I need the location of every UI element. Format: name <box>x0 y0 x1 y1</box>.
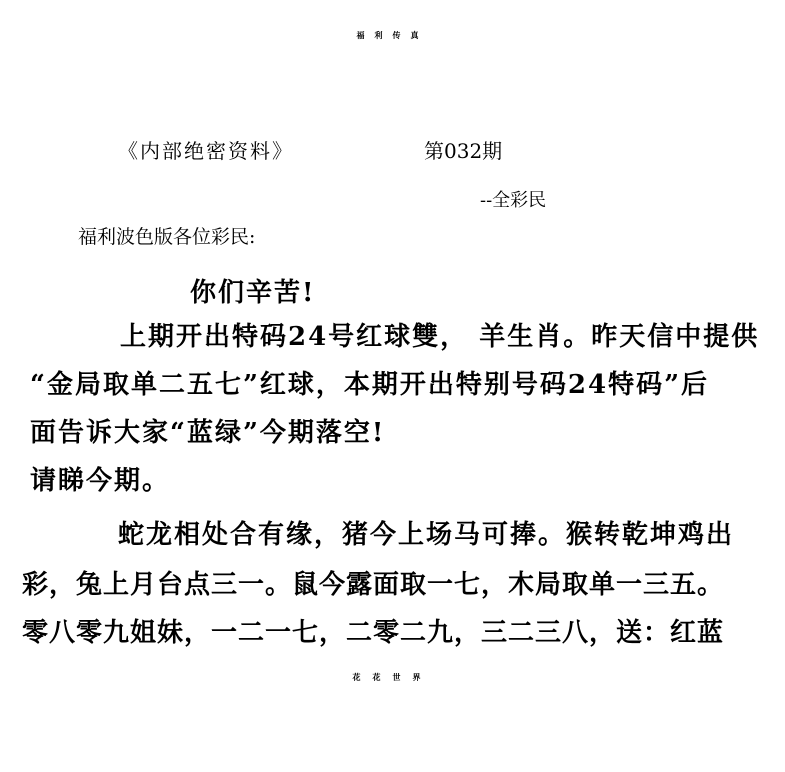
document-title: 福利传真 <box>356 30 429 40</box>
body-line-7: 零八零九姐妹，一二一七，二零二九，三二三八，送：红蓝 <box>22 618 725 648</box>
source-label: 《内部绝密资料》 <box>118 139 294 163</box>
footer-slogan: 花花世界 <box>352 672 433 682</box>
body-line-1: 上期开出特码24号红球雙， 羊生肖。昨天信中提供 <box>120 322 760 352</box>
body-line-6: 彩，兔上月台点三一。鼠今露面取一七，木局取单一三五。 <box>22 570 725 600</box>
body-line-2: “金局取单二五七”红球，本期开出特别号码24特码”后 <box>30 370 710 400</box>
byline: --全彩民 <box>480 190 547 211</box>
body-line-3: 面告诉大家“蓝绿”今期落空! <box>30 418 386 448</box>
issue-number: 第032期 <box>424 139 503 163</box>
body-line-4: 请睇今期。 <box>30 466 171 496</box>
greeting: 你们辛苦! <box>190 278 316 308</box>
salutation: 福利波色版各位彩民: <box>78 226 256 248</box>
body-line-5: 蛇龙相处合有缘，猪今上场马可捧。猴转乾坤鸡出 <box>118 520 735 550</box>
